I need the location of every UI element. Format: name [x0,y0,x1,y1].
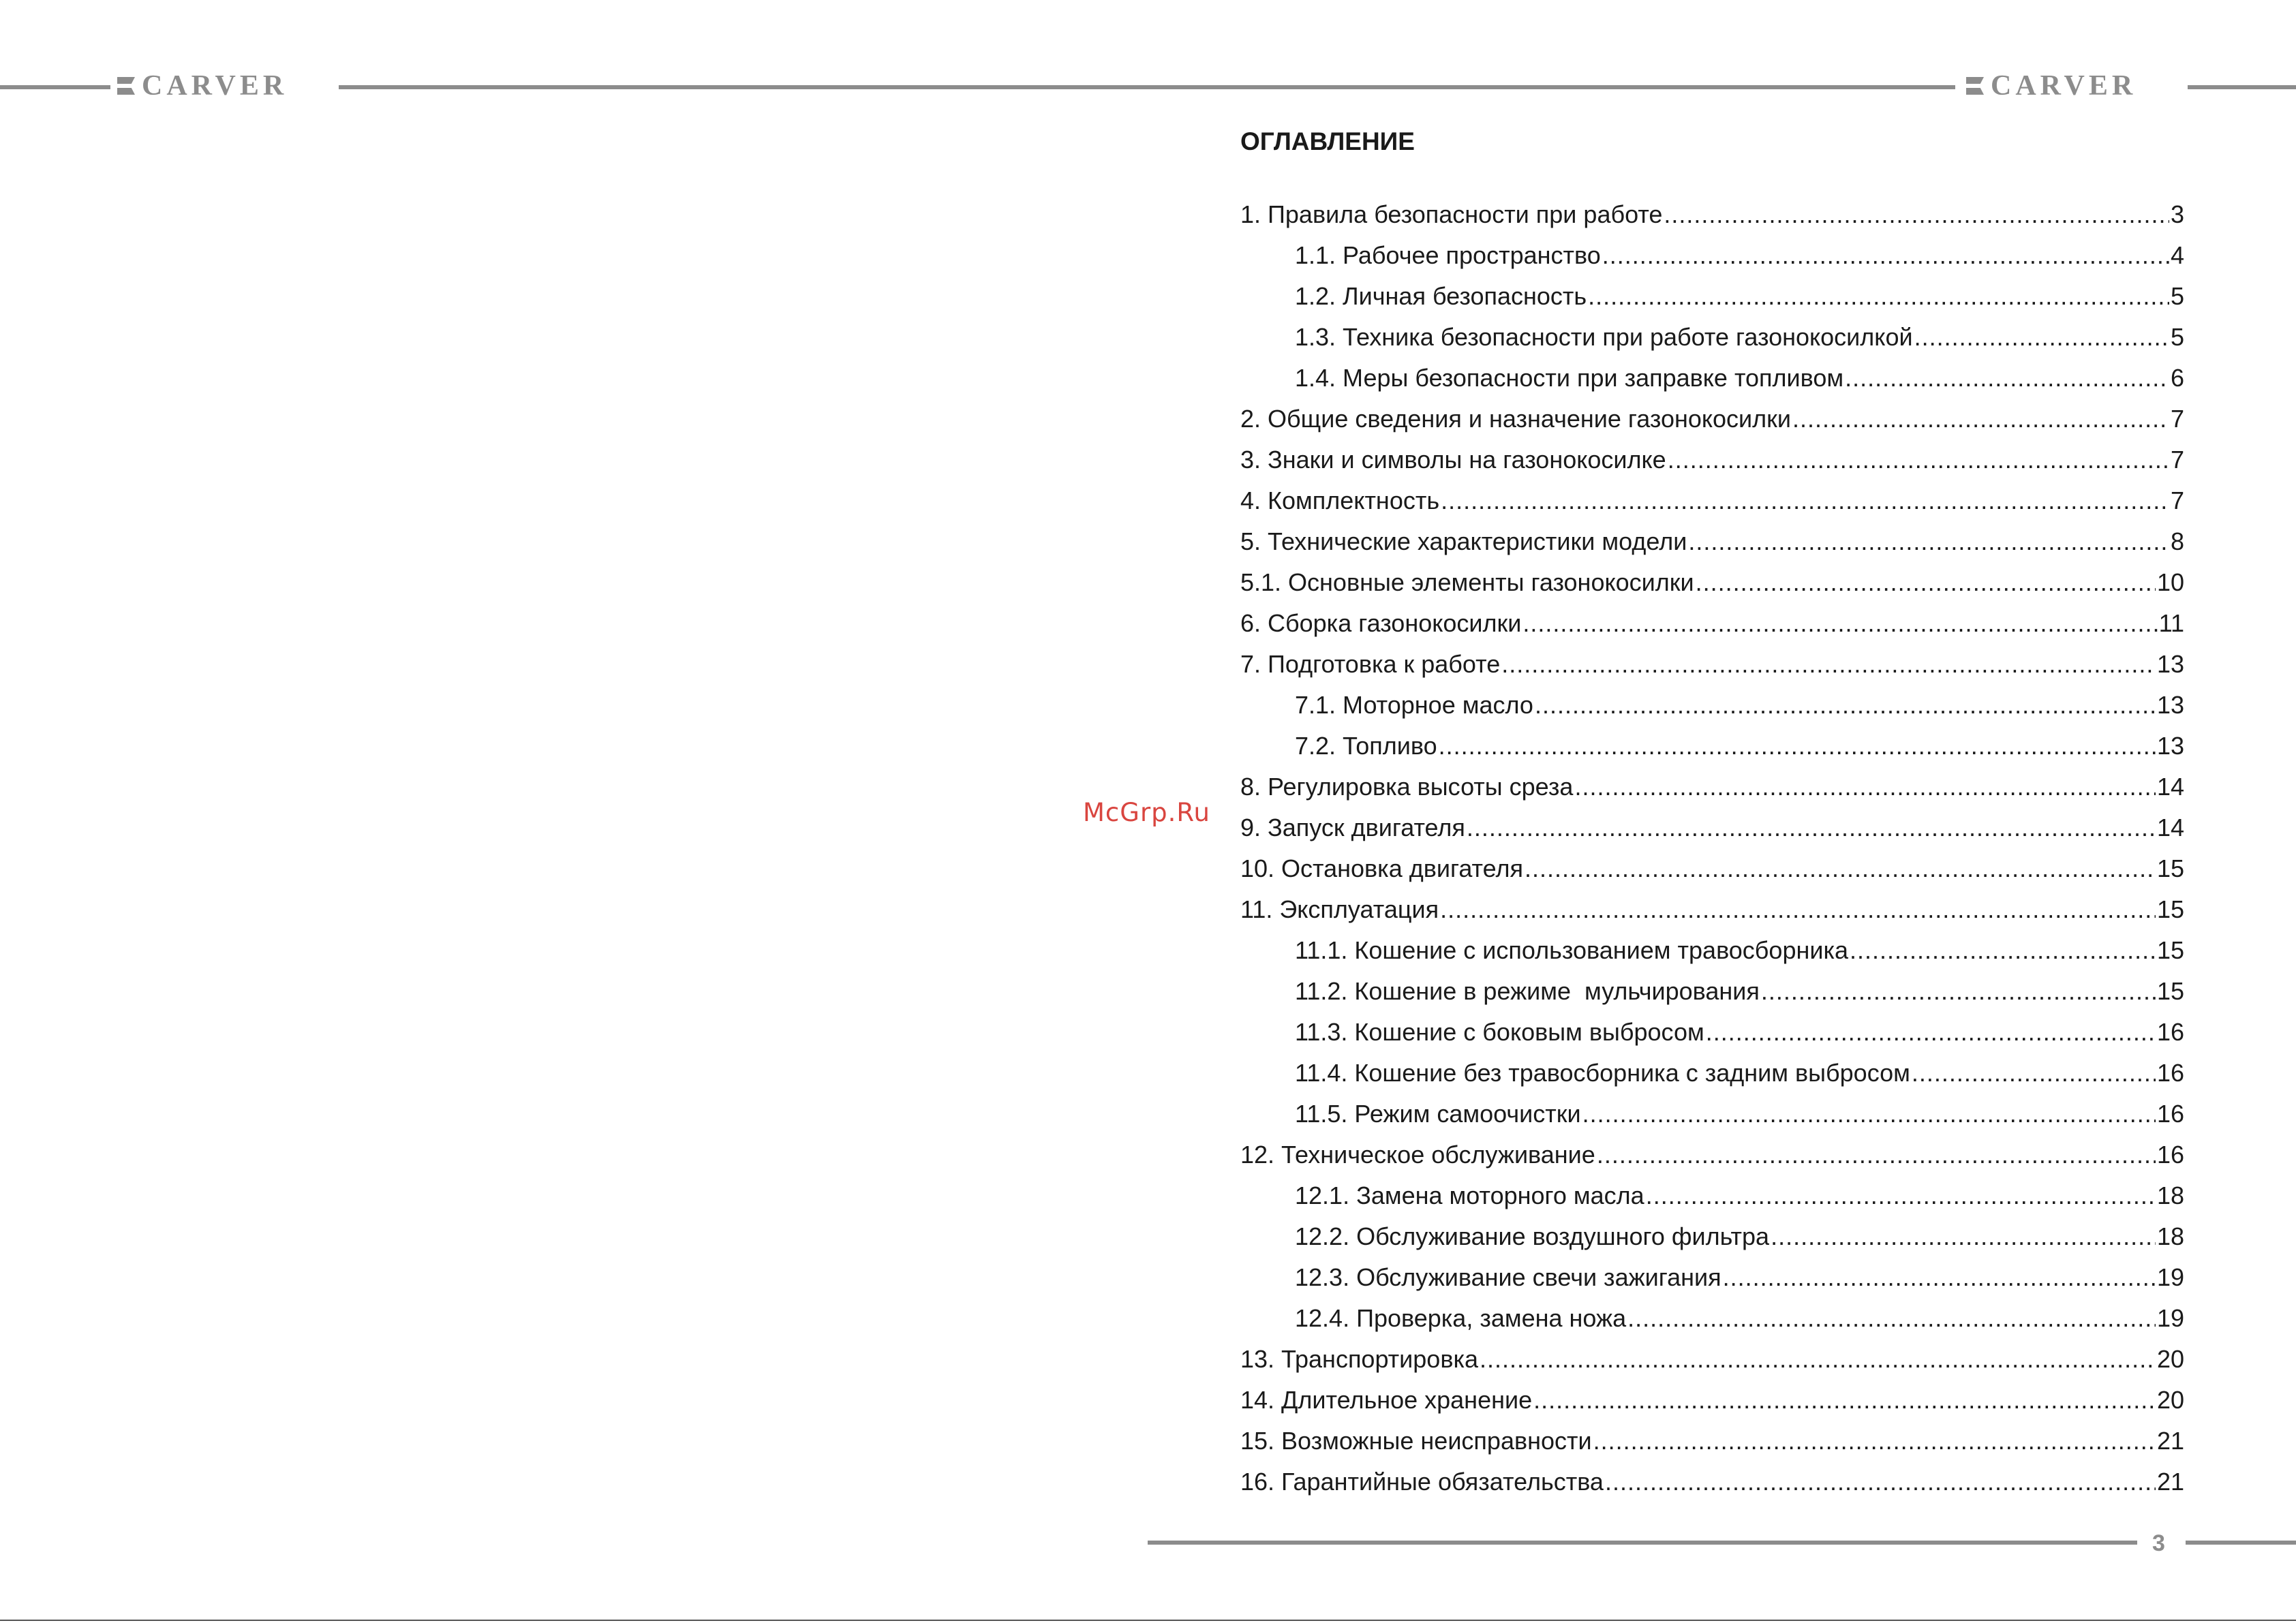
toc-leader-dots [1522,608,2157,638]
toc-entry-label: 1. Правила безопасности при работе [1240,200,1663,228]
toc-entry[interactable] [1240,1293,2184,1333]
toc-entry-label: 5.1. Основные элементы газонокосилки [1240,568,1694,596]
toc-entry[interactable] [1240,965,2184,1006]
toc-entry-page: 8 [2170,527,2184,555]
toc-entry[interactable] [1240,434,2184,475]
toc-entry[interactable] [1240,393,2184,434]
toc-entry-page: 7 [2170,405,2184,433]
toc-entry[interactable] [1240,230,2184,270]
toc-entry[interactable] [1240,1415,2184,1456]
toc-entry-label: 5. Технические характеристики модели [1240,527,1687,555]
toc-entry[interactable] [1240,720,2184,761]
toc-entry-page: 4 [2170,241,2184,269]
toc-leader-dots [1588,281,2169,311]
toc-leader-dots [1706,1017,2156,1047]
toc-entry-page: 19 [2156,1263,2184,1291]
toc-leader-dots [1582,1099,2156,1129]
toc-entry-label: 11. Эксплуатация [1240,895,1439,923]
logo-right [1966,71,2137,101]
header-rule-left-a [0,85,110,89]
toc-entry-label: 1.2. Личная безопасность [1295,282,1587,310]
watermark: McGrp.Ru [1083,798,1210,827]
toc-entry-page: 13 [2156,691,2184,719]
toc-entry-label: 7. Подготовка к работе [1240,650,1501,678]
logo-left-text: CARVER [142,70,288,102]
toc-entry-page: 15 [2156,936,2184,964]
toc-leader-dots [1533,1385,2156,1415]
toc-entry-page: 11 [2158,609,2184,637]
toc-entry[interactable] [1240,270,2184,311]
toc-leader-dots [1467,813,2156,843]
toc-entry-label: 4. Комплектность [1240,486,1440,514]
toc-entry-label: 11.2. Кошение в режиме мульчирования [1295,977,1760,1005]
toc-leader-dots [1440,895,2156,925]
toc-entry-label: 12.4. Проверка, замена ножа [1295,1304,1627,1332]
toc-entry[interactable] [1240,1088,2184,1129]
toc-leader-dots [1664,200,2169,230]
toc-entry[interactable] [1240,189,2184,230]
toc-leader-dots [1441,486,2169,516]
toc-entry-page: 16 [2156,1141,2184,1169]
toc-entry-page: 21 [2156,1468,2184,1496]
toc-entry-page: 14 [2156,814,2184,841]
toc-entry[interactable] [1240,475,2184,516]
toc-entry-label: 12.1. Замена моторного масла [1295,1181,1644,1209]
toc-entry-label: 1.4. Меры безопасности при заправке топливом [1295,364,1844,392]
toc-entry-label: 11.1. Кошение с использованием травосборника [1295,936,1849,964]
toc-entry-page: 19 [2156,1304,2184,1332]
toc-leader-dots [1771,1222,2156,1252]
toc-leader-dots [1792,404,2169,434]
toc-entry-label: 12. Техническое обслуживание [1240,1141,1595,1169]
toc-entry[interactable] [1240,557,2184,598]
logo-right-text: CARVER [1991,70,2137,102]
toc-entry-label: 12.3. Обслуживание свечи зажигания [1295,1263,1721,1291]
toc-entry[interactable] [1240,1006,2184,1047]
toc-leader-dots [1688,527,2169,557]
toc-entry[interactable] [1240,352,2184,393]
toc-entry-page: 15 [2156,854,2184,882]
header-rule-left-b [339,85,1955,89]
header-rule-right [2188,85,2296,89]
logo-left [117,71,288,101]
toc-entry-label: 14. Длительное хранение [1240,1386,1533,1414]
toc-entry-page: 7 [2170,446,2184,474]
toc-entry[interactable] [1240,1456,2184,1497]
toc-leader-dots [1593,1426,2156,1456]
toc-entry-label: 6. Сборка газонокосилки [1240,609,1522,637]
toc-entry-label: 7.1. Моторное масло [1295,691,1533,719]
toc-entry[interactable] [1240,638,2184,679]
toc-entry-label: 12.2. Обслуживание воздушного фильтра [1295,1222,1770,1250]
carver-logo-icon [1966,77,1984,95]
toc-entry-page: 20 [2156,1386,2184,1414]
toc-entry-label: 10. Остановка двигателя [1240,854,1523,882]
toc-leader-dots [1761,976,2156,1006]
toc-leader-dots [1574,772,2156,802]
toc-entry[interactable] [1240,679,2184,720]
toc-entry-label: 8. Регулировка высоты среза [1240,773,1574,801]
toc-leader-dots [1627,1303,2156,1333]
toc-entry[interactable] [1240,843,2184,884]
toc-entry-page: 16 [2156,1059,2184,1087]
page-bottom-edge [0,1620,2296,1621]
toc-entry[interactable] [1240,1170,2184,1211]
page-title: ОГЛАВЛЕНИЕ [1240,127,1415,155]
toc-entry[interactable] [1240,884,2184,925]
page-number: 3 [2152,1530,2165,1556]
toc-entry[interactable] [1240,761,2184,802]
toc-leader-dots [1439,731,2156,761]
table-of-contents [1240,189,2184,1497]
toc-entry[interactable] [1240,1129,2184,1170]
toc-leader-dots [1605,1467,2156,1497]
toc-leader-dots [1723,1263,2156,1293]
toc-entry-page: 5 [2170,323,2184,351]
toc-entry-label: 9. Запуск двигателя [1240,814,1465,841]
toc-leader-dots [1914,322,2169,352]
toc-entry-label: 15. Возможные неисправности [1240,1427,1592,1455]
toc-entry-page: 18 [2156,1222,2184,1250]
toc-entry-label: 3. Знаки и символы на газонокосилке [1240,446,1666,474]
toc-entry[interactable] [1240,1211,2184,1252]
toc-entry[interactable] [1240,1047,2184,1088]
toc-entry-label: 11.5. Режим самоочистки [1295,1100,1581,1128]
toc-leader-dots [1912,1058,2156,1088]
toc-entry-label: 16. Гарантийные обязательства [1240,1468,1604,1496]
toc-entry[interactable] [1240,311,2184,352]
toc-entry-label: 13. Транспортировка [1240,1345,1479,1373]
toc-entry[interactable] [1240,1252,2184,1293]
toc-entry-page: 6 [2170,364,2184,392]
toc-leader-dots [1480,1344,2156,1374]
toc-entry-page: 16 [2156,1100,2184,1128]
toc-entry-page: 7 [2170,486,2184,514]
toc-leader-dots [1696,568,2156,598]
toc-leader-dots [1525,854,2156,884]
toc-leader-dots [1646,1181,2156,1211]
toc-entry-label: 7.2. Топливо [1295,732,1437,760]
toc-entry-label: 2. Общие сведения и назначение газонокосилки [1240,405,1792,433]
toc-entry[interactable] [1240,1374,2184,1415]
toc-leader-dots [1845,363,2169,393]
footer-rule-left [1148,1541,2137,1545]
toc-entry-page: 20 [2156,1345,2184,1373]
toc-entry[interactable] [1240,925,2184,965]
footer-rule-right [2186,1541,2296,1545]
toc-entry-page: 21 [2156,1427,2184,1455]
toc-entry-page: 16 [2156,1018,2184,1046]
toc-leader-dots [1850,936,2156,965]
toc-leader-dots [1668,445,2169,475]
toc-entry[interactable] [1240,598,2184,638]
carver-logo-icon [117,77,135,95]
toc-entry-label: 11.3. Кошение с боковым выбросом [1295,1018,1704,1046]
toc-entry-page: 18 [2156,1181,2184,1209]
toc-entry[interactable] [1240,516,2184,557]
toc-entry-page: 14 [2156,773,2184,801]
toc-entry-label: 11.4. Кошение без травосборника с задним выбросом [1295,1059,1910,1087]
toc-entry-page: 13 [2156,650,2184,678]
toc-entry-page: 15 [2156,977,2184,1005]
toc-leader-dots [1597,1140,2156,1170]
toc-entry-label: 1.3. Техника безопасности при работе газонокосилкой [1295,323,1913,351]
toc-entry-page: 3 [2170,200,2184,228]
toc-entry-page: 13 [2156,732,2184,760]
toc-entry[interactable] [1240,1333,2184,1374]
toc-leader-dots [1501,649,2156,679]
toc-entry-label: 1.1. Рабочее пространство [1295,241,1601,269]
toc-leader-dots [1602,241,2169,270]
toc-entry-page: 10 [2156,568,2184,596]
toc-leader-dots [1535,690,2156,720]
toc-entry[interactable] [1240,802,2184,843]
toc-entry-page: 15 [2156,895,2184,923]
toc-entry-page: 5 [2170,282,2184,310]
